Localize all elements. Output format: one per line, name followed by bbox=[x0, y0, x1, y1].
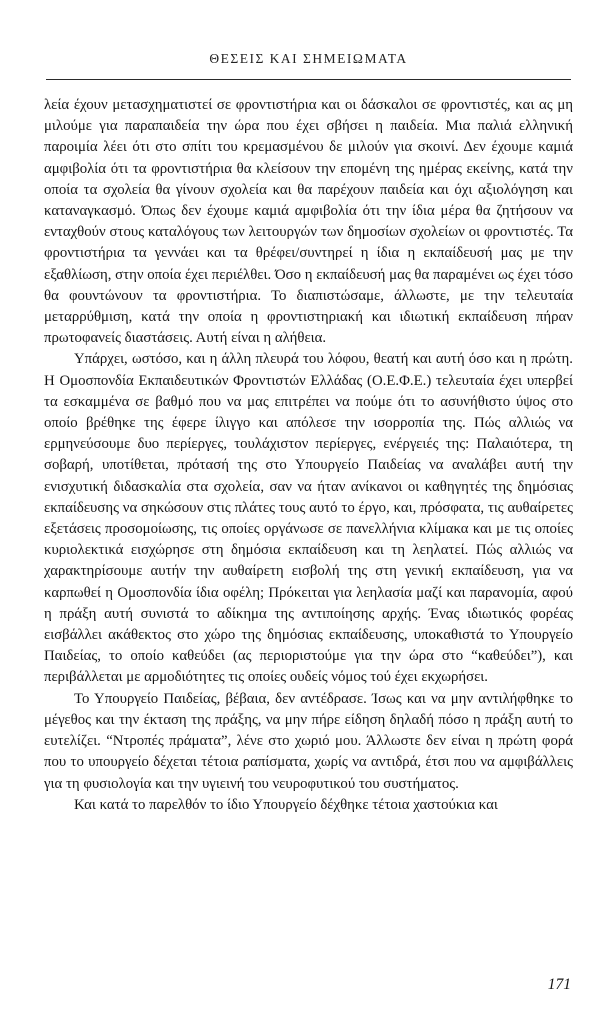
page-header-title: ΘΕΣΕΙΣ ΚΑΙ ΣΗΜΕΙΩΜΑΤΑ bbox=[209, 51, 408, 66]
paragraph: Υπάρχει, ωστόσο, και η άλλη πλευρά του λόφου, θεατή και αυτή όσο και η πρώτη. Η Ομοσπονδία Εκπαιδευτικών Φροντιστών Ελλάδας (Ο.Ε.Φ.Ε.) τελευταία έχει υπερβεί τα εσκαμμένα σε βαθμό που να μας επιτρέπει να πούμε ότι το ασυνήθιστο ύψος στο οποίο βρέθηκε της έφερε ίλιγγο και απόλεσε την ισορροπία της. Πώς αλλιώς να ερμηνεύσουμε δυο περίεργες, τουλάχιστον περίεργες, ενέργειές της: Παλαιότερα, τη σοβαρή, υποτίθεται, πρότασή της στο Υπουργείο Παιδείας να αναλάβει αυτή την ενισχυτική διδασκαλία στα σχολεία, σαν να ήταν ανίκανοι οι καθηγητές της δημόσιας εκπαίδευσης να σηκώσουν στις πλάτες τους αυτό το έργο, και, πρόσφατα, τις αυθαίρετες εξετάσεις προσομοίωσης, τις οποίες οργάνωσε σε πανελλήνια κλίμακα και με τις οποίες κυριολεκτικά εισχώρησε στη δημόσια εκπαίδευση και τη λεηλατεί. Πώς αλλιώς να χαρακτηρίσουμε αυτήν την αυθαίρετη εισβολή της στη γενική εκπαίδευση, για να καρπωθεί η Ομοσπονδία ίδια οφέλη; Πρόκειται για λεηλασία μαζί και παρανομία, αφού η πράξη αυτή συνιστά το αδίκημα της αντιποίησης αρχής. Ένας ιδιωτικός φορέας εισβάλλει ακάθεκτος στο χώρο της δημόσιας εκπαίδευσης, υποκαθιστά το Υπουργείο Παιδείας, το οποίο καθεύδει (ας περιοριστούμε για την ώρα στο “καθεύδει”), και περιβάλλεται με αρμοδιότητες τις οποίες ουδείς νόμος τού έχει εκχωρήσει. bbox=[44, 351, 573, 686]
page-body bbox=[44, 95, 573, 816]
header-rule bbox=[46, 79, 571, 80]
paragraph: Και κατά το παρελθόν το ίδιο Υπουργείο δέχθηκε τέτοια χαστούκια και bbox=[74, 796, 498, 813]
page-number: 171 bbox=[547, 976, 571, 993]
running-header bbox=[44, 50, 573, 80]
paragraph: Το Υπουργείο Παιδείας, βέβαια, δεν αντέδρασε. Ίσως και να μην αντιλήφθηκε το μέγεθος και την έκταση της πράξης, να μην πήρε είδηση δηλαδή πόσο η πράξη αυτή το ευτελίζει. “Ντροπές πράματα”, λένε στο χωριό μου. Άλλωστε δεν είναι η πρώτη φορά που το υπουργείο δέχεται τέτοια ραπίσματα, χωρίς να αντιδρά, έτσι που να αμφιβάλλεις για τη φυσιολογία και την υγιεινή του νευροφυτικού του συστήματος. bbox=[44, 690, 573, 792]
paragraph: λεία έχουν μετασχηματιστεί σε φροντιστήρια και οι δάσκαλοι σε φροντιστές, και ας μη μιλούμε για παραπαιδεία την ώρα που έχει σβήσει η παιδεία. Μια παλιά ελληνική παροιμία λέει ότι στο σπίτι του κρεμασμένου δε μιλούν για σκοινί. Δεν έχουμε καμιά αμφιβολία ότι τα φροντιστήρια θα κλείσουν την επομένη της ημέρας εκείνης, κατά την οποία τα σχολεία θα γίνουν σχολεία και θα παρέχουν παιδεία και όχι αξιολόγηση και καταναγκασμό. Όπως δεν έχουμε καμιά αμφιβολία ότι την ίδια μέρα θα ζητήσουν να ενταχθούν στους καταλόγους των λειτουργών των δημοσίων σχολείων οι φροντιστές. Τα φροντιστήρια τα γεννάει και τα θρέφει/συντηρεί η ίδια η εκπαίδευσή μας με την εξαθλίωση, στην οποία έχει περιέλθει. Όσο η εκπαίδευσή μας θα παραμένει ως έχει τόσο θα φουντώνουν τα φροντιστήρια. Το διαπιστώσαμε, άλλωστε, με την τελευταία μεταρρύθμιση, κατά την οποία η φροντιστηριακή και ιδιωτική εκπαίδευση πήραν πρωτοφανείς διαστάσεις. Αυτή είναι η αλήθεια. bbox=[44, 97, 573, 347]
